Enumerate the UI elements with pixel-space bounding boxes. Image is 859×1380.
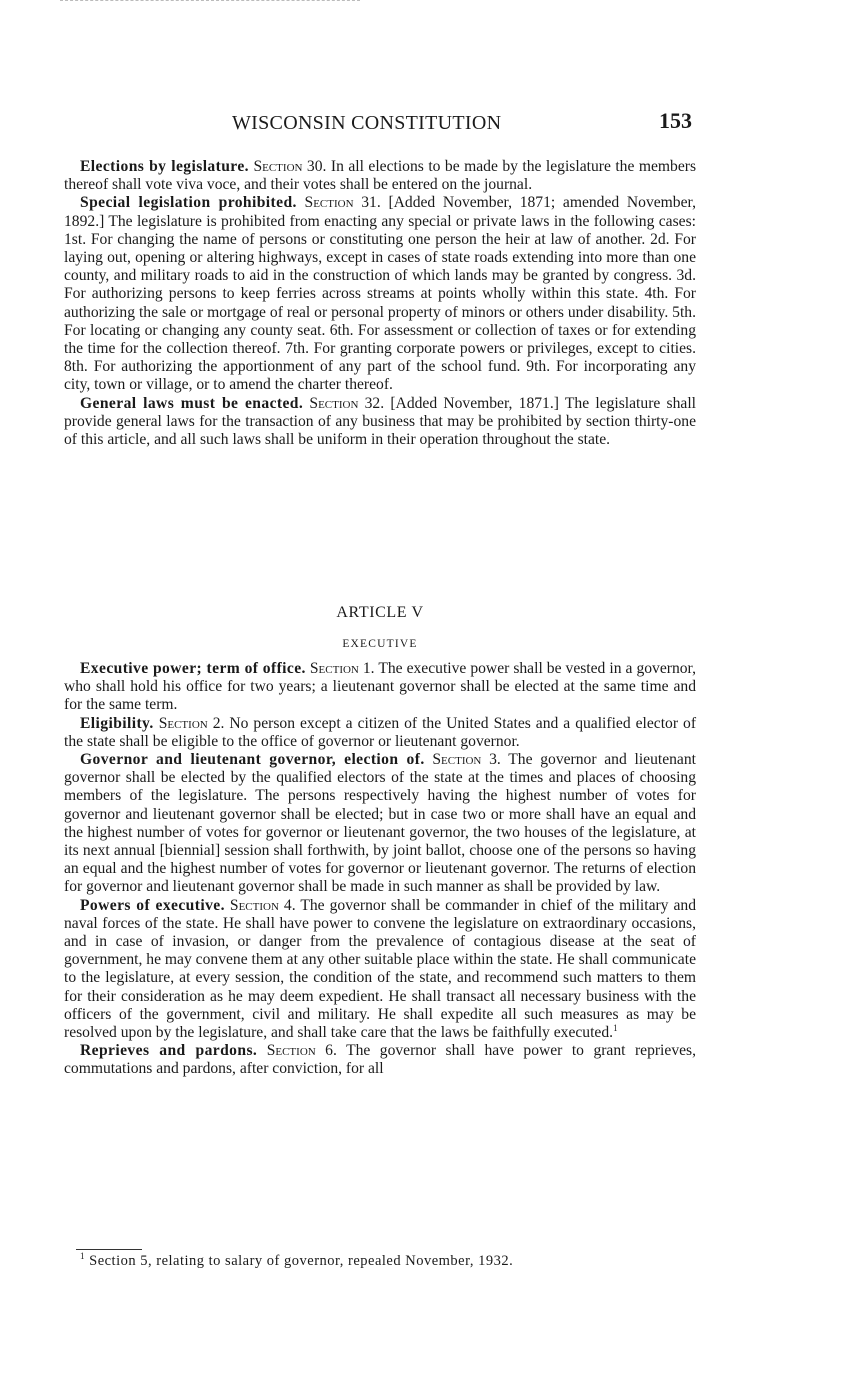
section-heading: Executive power; term of office. xyxy=(80,660,306,677)
section-paragraph xyxy=(64,194,696,394)
page-header xyxy=(62,108,692,142)
section-body: [Added November, 1871.] The legislature shall provide general laws for the transaction of any business that may be prohibited by section thirty-one of this article, and all such laws shall be uniform in their operation throughout the state. xyxy=(64,394,696,449)
section-ref: Section 3. xyxy=(432,751,501,769)
section-body: The governor shall have power to grant reprieves, commutations and pardons, after conviction, for all xyxy=(64,1042,696,1078)
article-title: ARTICLE V xyxy=(336,604,424,621)
section-heading: General laws must be enacted. xyxy=(80,394,304,412)
bottom-sections xyxy=(64,660,696,1079)
section-heading: Reprieves and pardons. xyxy=(80,1042,258,1060)
section-paragraph xyxy=(64,1042,696,1078)
section-heading: Eligibility. xyxy=(80,714,154,732)
section-ref: Section 31. xyxy=(304,194,381,212)
footnote-reference: 1 xyxy=(613,1022,618,1033)
section-body: The governor and lieutenant governor shall be elected by the qualified electors of the state at the times and places of choosing members of the legislature. The persons respectively having the highest number of votes for governor and lieutenant governor shall be elected; but in case two or more shall have an equal and the highest number of votes for governor or lieutenant governor, the two houses of the legislature, at its next annual [biennial] session shall forthwith, by joint ballot, choose one of the persons so having an equal and the highest number of votes for governor or lieutenant governor. The returns of election for governor and lieutenant governor shall be made in such manner as shall be provided by law. xyxy=(64,751,696,896)
footnote-rule xyxy=(76,1249,142,1250)
section-heading: Governor and lieutenant governor, election of. xyxy=(80,751,425,769)
section-body: The governor shall be commander in chief of the military and naval forces of the state. He shall have power to convene the legislature on extraordinary occasions, and in case of invasion, or danger from the prevalence of contagious disease at the seat of government, he may convene them at any other suitable place within the state. He shall communicate to the legislature, at every session, the condition of the state, and recommend such matters to them for their consideration as he may deem expedient. He shall transact all necessary business with the officers of the government, civil and military. He shall expedite all such measures as may be resolved upon by the legislature, and shall take care that the laws be faithfully executed. xyxy=(64,896,697,1042)
footnote-text: Section 5, relating to salary of governor, repealed November, 1932. xyxy=(89,1253,514,1269)
section-paragraph xyxy=(64,751,696,897)
section-ref: Section 30. xyxy=(253,158,327,175)
section-heading: Special legislation prohibited. xyxy=(80,194,297,212)
section-heading: Powers of executive. xyxy=(80,896,225,914)
section-paragraph xyxy=(64,158,696,194)
section-ref: Section 1. xyxy=(309,660,375,677)
article-subtitle: EXECUTIVE xyxy=(342,638,418,650)
section-body: [Added November, 1871; amended November, 1892.] The legislature is prohibited from enacting any special or private laws in the following cases: 1st. For changing the name of persons or constituting one person the heir at law of another. 2d. For laying out, opening or altering highways, except in cases of state roads extending into more than one county, and military roads to aid in the construction of which lands may be granted by congress. 3d. For authorizing persons to keep ferries across streams at points wholly within this state. 4th. For authorizing the sale or mortgage of real or personal property of minors or others under disability. 5th. For locating or changing any county seat. 6th. For assessment or collection of taxes or for extending the time for the collection thereof. 7th. For granting corporate powers or privileges, except to cities. 8th. For authorizing the apportionment of any part of the school fund. 9th. For incorporating any city, town or village, or to amend the charter thereof. xyxy=(64,194,696,394)
section-paragraph xyxy=(64,897,696,1043)
section-heading: Elections by legislature. xyxy=(80,158,249,175)
section-paragraph xyxy=(64,660,696,715)
page-number: 153 xyxy=(659,108,692,133)
section-paragraph xyxy=(64,715,696,751)
running-title: WISCONSIN CONSTITUTION xyxy=(232,112,502,134)
section-body: The executive power shall be vested in a governor, who shall hold his office for two years; a lieutenant governor shall be elected at the same time and for the same term. xyxy=(64,660,697,714)
top-sections xyxy=(64,158,696,449)
section-ref: Section 4. xyxy=(229,896,296,914)
section-ref: Section 2. xyxy=(158,714,225,732)
section-body: In all elections to be made by the legislature the members thereof shall vote viva voce, and their votes shall be entered on the journal. xyxy=(64,158,697,194)
footnote-mark: 1 xyxy=(80,1251,85,1262)
scan-artifact-line xyxy=(60,0,360,3)
section-body: No person except a citizen of the United States and a qualified elector of the state shall be eligible to the office of governor or lieutenant governor. xyxy=(64,714,697,750)
section-ref: Section 6. xyxy=(266,1042,337,1060)
section-ref: Section 32. xyxy=(309,394,385,412)
footnote xyxy=(80,1253,700,1270)
section-paragraph xyxy=(64,395,696,450)
